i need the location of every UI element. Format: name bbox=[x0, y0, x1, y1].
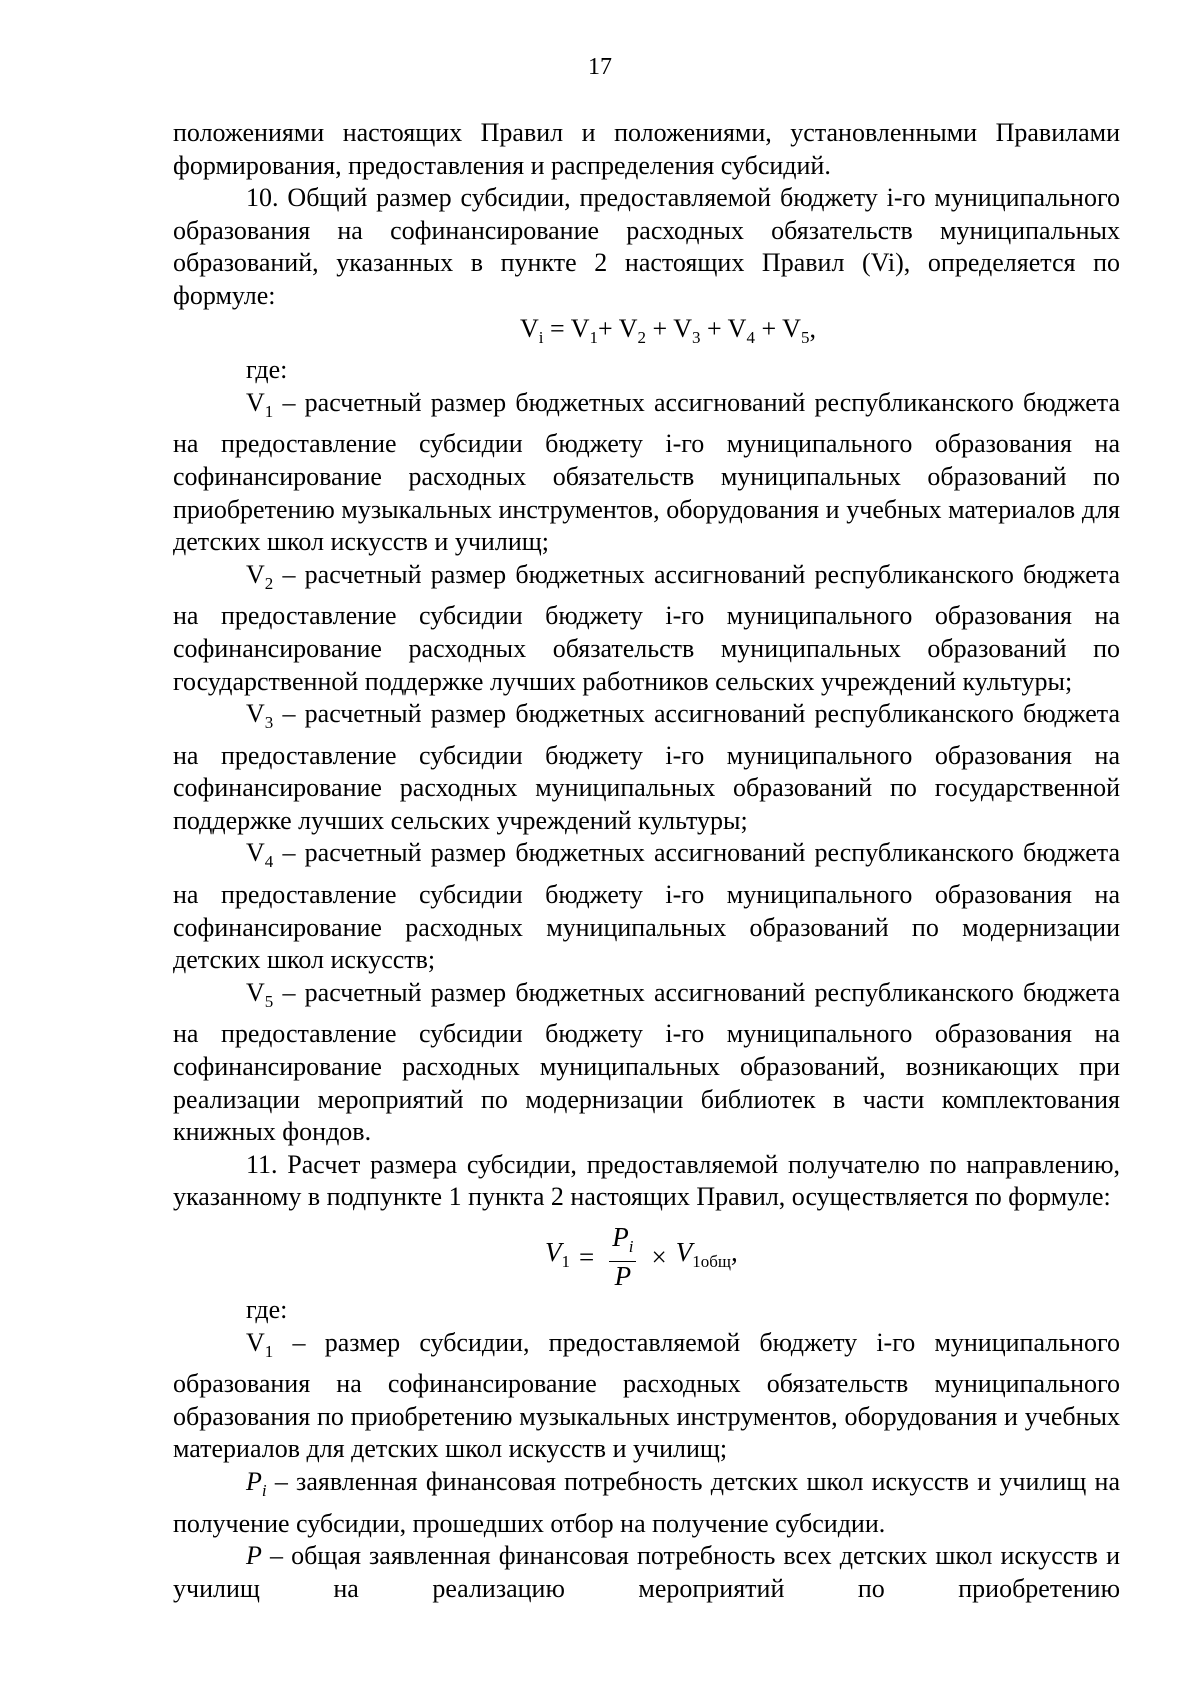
formula-times: × bbox=[651, 1241, 667, 1272]
where-label-2: где: bbox=[246, 1295, 288, 1324]
formula-equals: = bbox=[579, 1241, 595, 1272]
definition-v5: $V_5$ – расчетный размер бюджетных ассигнований республиканского бюджета на предоставление субсидии бюджету i-го муниципального образования на софинансирование расходных муниципальных образований, возникающих при реализации мероприятий по модернизации библиотек в части комплектования книжных фондов. bbox=[173, 977, 1120, 1147]
where-label: где: bbox=[246, 355, 288, 385]
paragraph-11: 11. Расчет размера субсидии, предоставляемой получателю по направлению, указанному в подпункте 1 пункта 2 настоящих Правил, осуществляется по формуле: bbox=[173, 1149, 1120, 1212]
definition-v3: $V_3$ – расчетный размер бюджетных ассигнований республиканского бюджета на предоставление субсидии бюджету i-го муниципального образования на софинансирование расходных муниципальных образований по государственной поддержке лучших сельских учреждений культуры; bbox=[173, 699, 1120, 835]
definition-p: P – общая заявленная финансовая потребность всех детских школ искусств и училищ на реализацию мероприятий по приобретению bbox=[173, 1541, 1120, 1603]
definition-v2: $V_2$ – расчетный размер бюджетных ассигнований республиканского бюджета на предоставление субсидии бюджету i-го муниципального образования на софинансирование расходных обязательств муниципальных образований по государственной поддержке лучших работников сельских учреждений культуры; bbox=[173, 559, 1120, 696]
formula-lhs: $V_1$ bbox=[545, 1236, 570, 1271]
document-body bbox=[173, 117, 1120, 1605]
formula-vi-sum: $V_i = V_1+ V_2 + V_3 + V_4 + V_5$, bbox=[520, 313, 816, 347]
definition-v1: $V_1$ – расчетный размер бюджетных ассигнований республиканского бюджета на предоставление субсидии бюджету i-го муниципального образования на софинансирование расходных обязательств муниципальных образований по приобретению музыкальных инструментов, оборудования и учебных материалов для детских школ искусств и училищ; bbox=[173, 387, 1120, 557]
paragraph-10: 10. Общий размер субсидии, предоставляемой бюджету i-го муниципального образования на софинансирование расходных обязательств муниципальных образований, указанных в пункте 2 настоящих Правил (Vi), определяется по формуле: bbox=[173, 183, 1120, 310]
definition-pi: $P_i$ – заявленная финансовая потребность детских школ искусств и училищ на получение субсидии, прошедших отбор на получение субсидии. bbox=[173, 1466, 1120, 1538]
formula-rhs: $V_{1общ}$, bbox=[675, 1236, 738, 1271]
fraction-denominator: P bbox=[614, 1261, 632, 1291]
page-number: 17 bbox=[588, 54, 612, 80]
definition-v1-subsidy: $V_1$ – размер субсидии, предоставляемой бюджету i-го муниципального образования на софинансирование расходных обязательств муниципального образования по приобретению музыкальных инструментов, оборудования и учебных материалов для детских школ искусств и училищ; bbox=[173, 1327, 1120, 1464]
paragraph-continuation: положениями настоящих Правил и положениями, установленными Правилами формирования, предоставления и распределения субсидий. bbox=[173, 118, 1120, 180]
formula-v1-fraction bbox=[173, 1216, 1120, 1294]
formula-fraction bbox=[609, 1224, 636, 1290]
definition-v4: $V_4$ – расчетный размер бюджетных ассигнований республиканского бюджета на предоставление субсидии бюджету i-го муниципального образования на софинансирование расходных муниципальных образований по модернизации детских школ искусств; bbox=[173, 838, 1120, 975]
fraction-numerator: $P_i$ bbox=[609, 1224, 636, 1262]
